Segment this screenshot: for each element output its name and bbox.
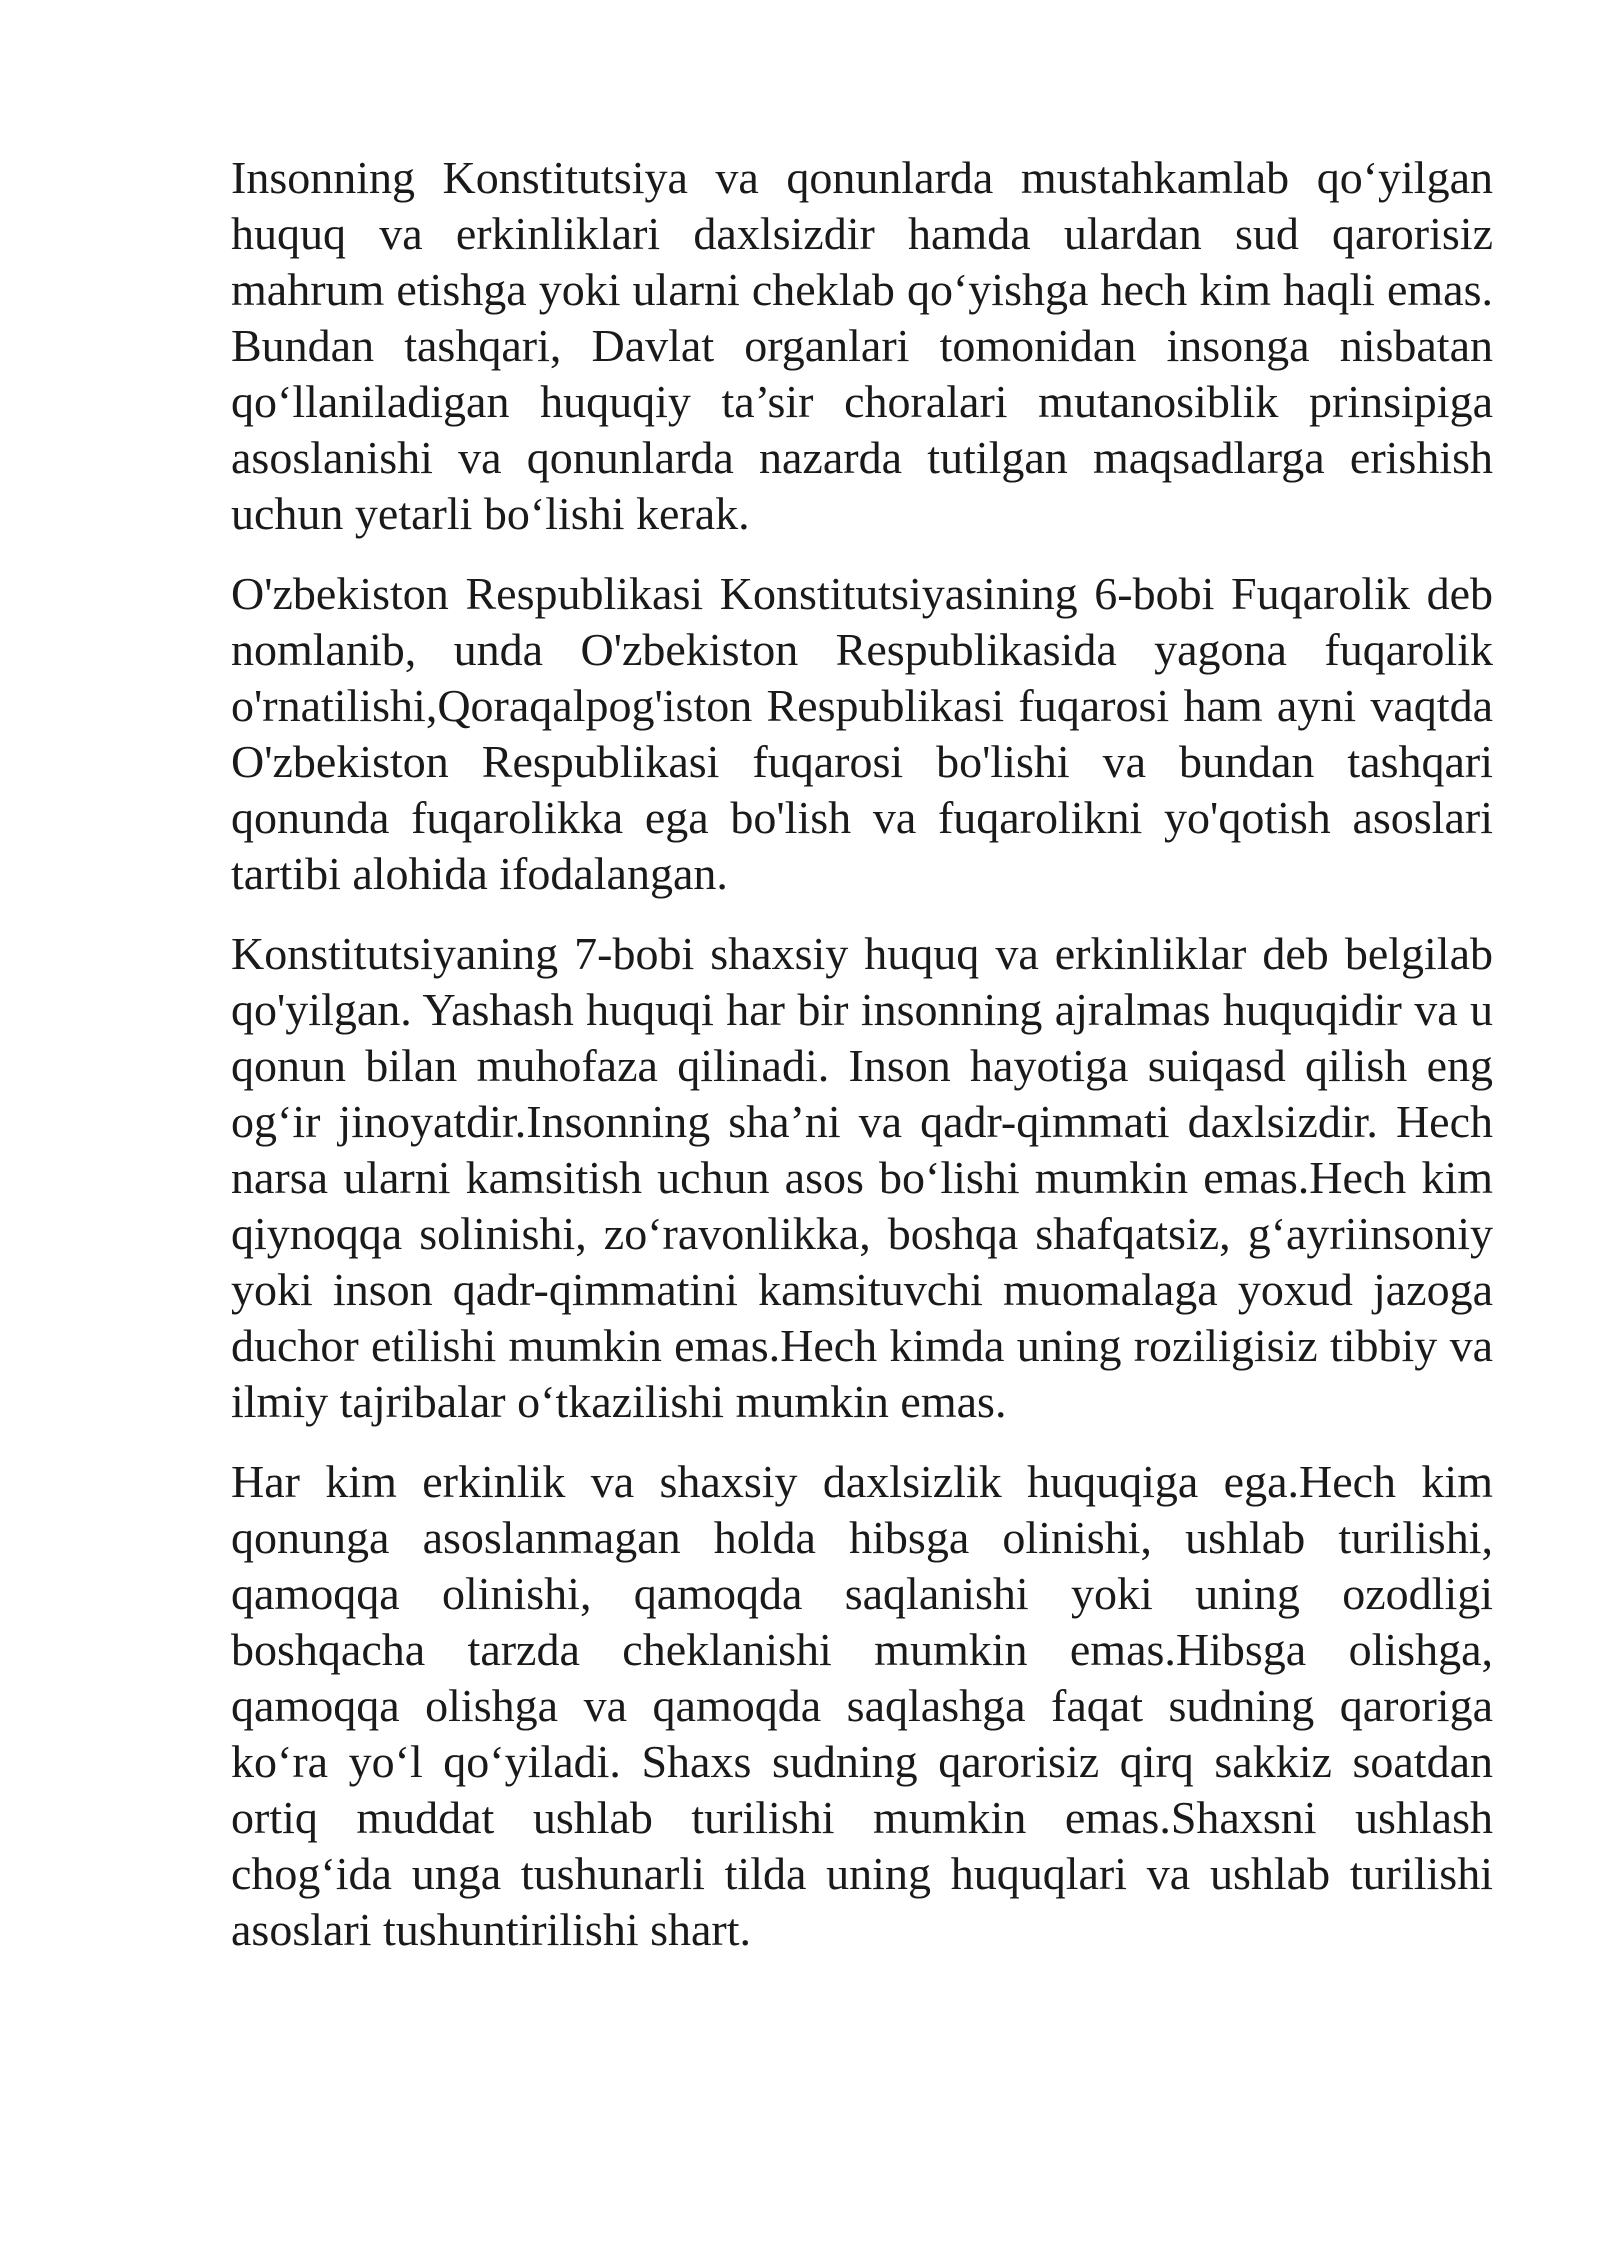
document-page (231, 150, 1493, 1982)
paragraph-2: O'zbekiston Respublikasi Konstitutsiyasining 6-bobi Fuqarolik deb nomlanib, unda O'zbekiston Respublikasida yagona fuqarolik o'rnatilishi,Qoraqalpog'iston Respublikasi fuqarosi ham ayni vaqtda O'zbekiston Respublikasi fuqarosi bo'lishi va bundan tashqari qonunda fuqarolikka ega bo'lish va fuqarolikni yo'qotish asoslari tartibi alohida ifodalangan. (231, 568, 1493, 899)
paragraph-3: Konstitutsiyaning 7-bobi shaxsiy huquq va erkinliklar deb belgilab qo'yilgan. Yashash huquqi har bir insonning ajralmas huquqidir va u qonun bilan muhofaza qilinadi. Inson hayotiga suiqasd qilish eng og‘ir jinoyatdir.Insonning sha’ni va qadr-qimmati daxlsizdir. Hech narsa ularni kamsitish uchun asos bo‘lishi mumkin emas.Hech kim qiynoqqa solinishi, zo‘ravonlikka, boshqa shafqatsiz, g‘ayriinsoniy yoki inson qadr-qimmatini kamsituvchi muomalaga yoxud jazoga duchor etilishi mumkin emas.Hech kimda uning roziligisiz tibbiy va ilmiy tajribalar o‘tkazilishi mumkin emas. (231, 928, 1493, 1427)
paragraph-4: Har kim erkinlik va shaxsiy daxlsizlik huquqiga ega.Hech kim qonunga asoslanmagan holda hibsga olinishi, ushlab turilishi, qamoqqa olinishi, qamoqda saqlanishi yoki uning ozodligi boshqacha tarzda cheklanishi mumkin emas.Hibsga olishga, qamoqqa olishga va qamoqda saqlashga faqat sudning qaroriga ko‘ra yo‘l qo‘yiladi. Shaxs sudning qarorisiz qirq sakkiz soatdan ortiq muddat ushlab turilishi mumkin emas.Shaxsni ushlash chog‘ida unga tushunarli tilda uning huquqlari va ushlab turilishi asoslari tushuntirilishi shart. (231, 1456, 1493, 1955)
paragraph-1: Insonning Konstitutsiya va qonunlarda mustahkamlab qo‘yilgan huquq va erkinliklari daxlsizdir hamda ulardan sud qarorisiz mahrum etishga yoki ularni cheklab qo‘yishga hech kim haqli emas. Bundan tashqari, Davlat organlari tomonidan insonga nisbatan qo‘llaniladigan huquqiy ta’sir choralari mutanosiblik prinsipiga asoslanishi va qonunlarda nazarda tutilgan maqsadlarga erishish uchun yetarli bo‘lishi kerak. (231, 152, 1493, 539)
